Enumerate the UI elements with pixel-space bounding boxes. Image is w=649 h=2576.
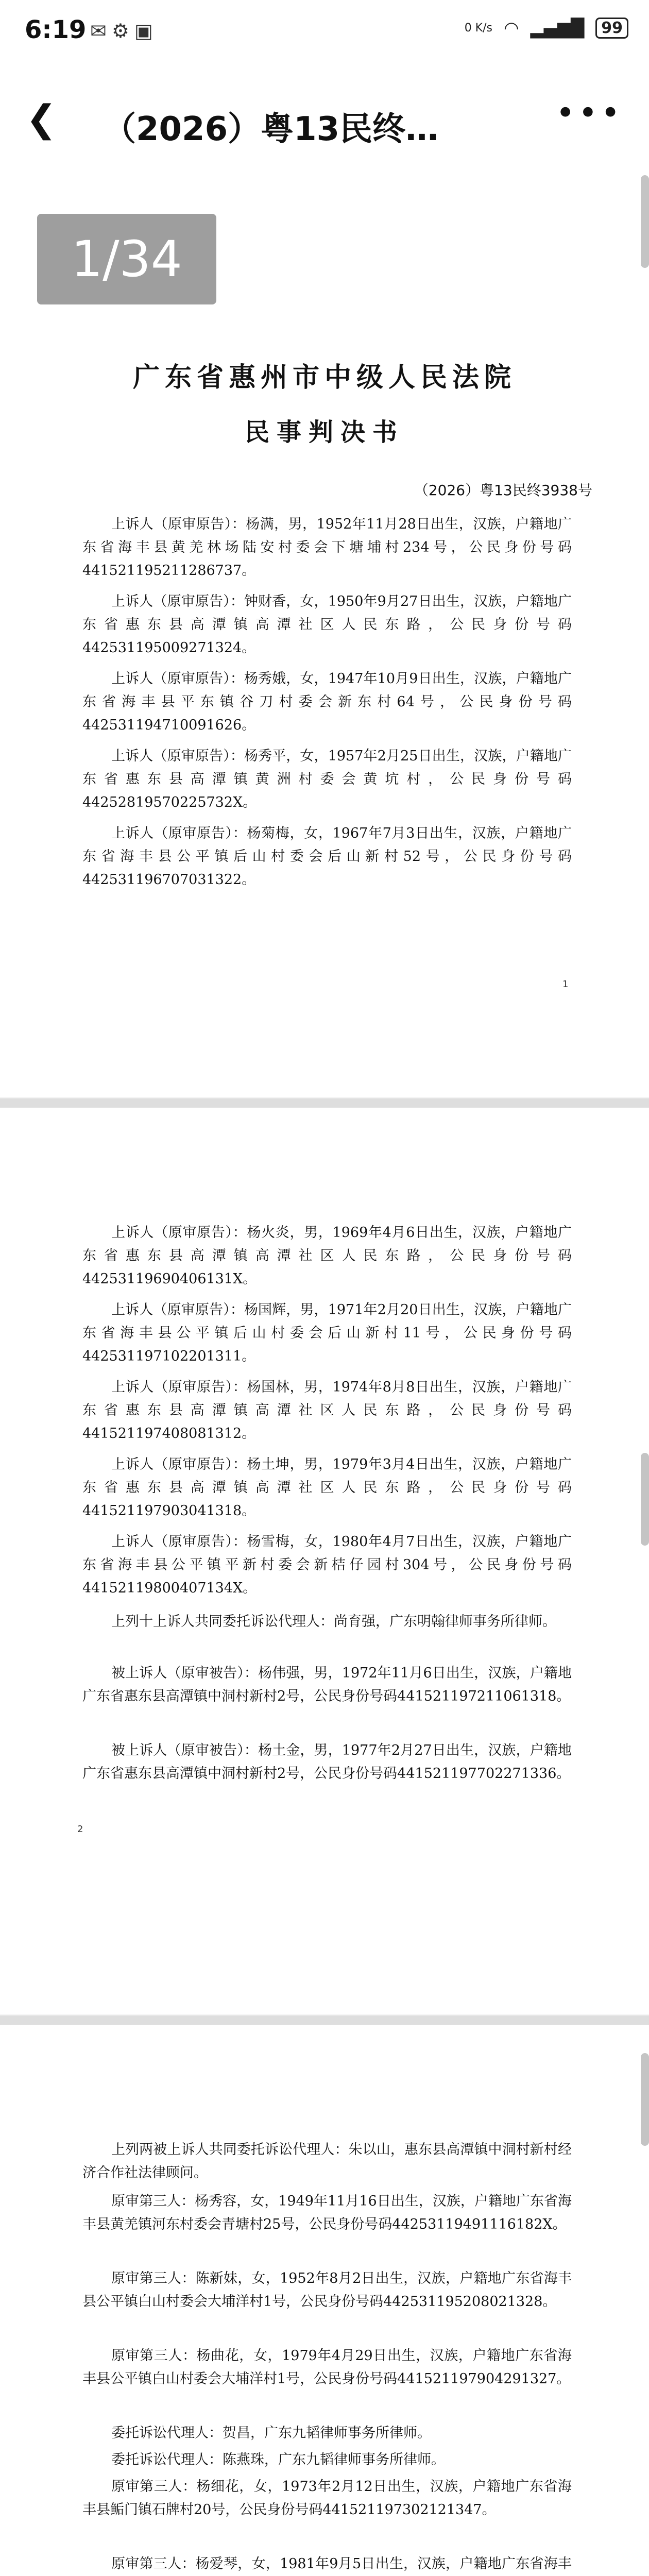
party-paragraph: 被上诉人（原审被告）：杨土金，男，1977年2月27日出生，汉族，户籍地广东省惠东县高潭镇中洞村新村2号，公民身份号码441521197702271336。 [82, 1742, 572, 1782]
document-title: （2026）粤13民终… [103, 110, 439, 148]
notification-icons: ✉⚙▣ [90, 20, 158, 42]
more-options-icon[interactable]: ••• [555, 94, 623, 132]
app-bar [0, 64, 649, 175]
party-paragraph: 上诉人（原审原告）：杨满，男，1952年11月28日出生，汉族，户籍地广东省海丰县黄羌林场陆安村委会下塘埔村234号，公民身份号码441521195211286737。 [82, 516, 572, 579]
page-indicator: 1/34 [37, 214, 216, 304]
party-paragraph: 上诉人（原审原告）：杨雪梅，女，1980年4月7日出生，汉族，户籍地广东省海丰县公平镇平新村委会新桔仔园村304号，公民身份号码44152119800407134X。 [82, 1534, 572, 1596]
party-paragraph: 上列十上诉人共同委托诉讼代理人：尚育强，广东明翰律师事务所律师。 [111, 1614, 556, 1630]
case-number: （2026）粤13民终3938号 [414, 482, 592, 499]
status-right [465, 18, 628, 39]
party-paragraph: 原审第三人：杨曲花，女，1979年4月29日出生，汉族，户籍地广东省海丰县公平镇白山村委会大埔洋村1号，公民身份号码441521197904291327。 [82, 2348, 572, 2387]
party-paragraph: 原审第三人：杨细花，女，1973年2月12日出生，汉族，户籍地广东省海丰县鲘门镇石牌村20号，公民身份号码441521197302121347。 [82, 2479, 572, 2518]
party-paragraph: 上诉人（原审原告）：杨国林，男，1974年8月8日出生，汉族，户籍地广东省惠东县高潭镇高潭社区人民东路，公民身份号码441521197408081312。 [82, 1379, 572, 1442]
party-paragraph: 原审第三人：陈新妹，女，1952年8月2日出生，汉族，户籍地广东省海丰县公平镇白山村委会大埔洋村1号，公民身份号码442531195208021328。 [82, 2270, 572, 2310]
page-divider [0, 1098, 649, 1108]
network-speed: 0 K/s [464, 22, 492, 35]
scrollbar-thumb[interactable] [641, 2053, 649, 2146]
party-paragraph: 上诉人（原审原告）：杨秀平，女，1957年2月25日出生，汉族，户籍地广东省惠东县高潭镇黄洲村委会黄坑村，公民身份号码44252819570225732X。 [82, 748, 572, 810]
party-paragraph: 上诉人（原审原告）：钟财香，女，1950年9月27日出生，汉族，户籍地广东省惠东县高潭镇高潭社区人民东路，公民身份号码442531195009271324。 [82, 594, 572, 656]
party-paragraph: 上列两被上诉人共同委托诉讼代理人：朱以山，惠东县高潭镇中洞村新村经济合作社法律顾问。 [82, 2142, 572, 2181]
back-icon[interactable]: ❮ [26, 97, 57, 140]
party-paragraph: 委托诉讼代理人：贺昌，广东九韬律师事务所律师。 [111, 2425, 431, 2441]
court-name: 广东省惠州市中级人民法院 [132, 362, 516, 393]
party-paragraph: 上诉人（原审原告）：杨国辉，男，1971年2月20日出生，汉族，户籍地广东省海丰县公平镇后山村委会后山新村11号，公民身份号码442531197102201311。 [82, 1302, 572, 1364]
party-paragraph: 原审第三人：杨爱琴，女，1981年9月5日出生，汉族，户籍地广东省海丰 [111, 2556, 572, 2572]
party-paragraph: 被上诉人（原审被告）：杨伟强，男，1972年11月6日出生，汉族，户籍地广东省惠东县高潭镇中洞村新村2号，公民身份号码441521197211061318。 [82, 1665, 572, 1704]
page-number: 2 [77, 1824, 83, 1835]
wifi-icon: ◠ [503, 18, 519, 39]
party-paragraph: 上诉人（原审原告）：杨秀娥，女，1947年10月9日出生，汉族，户籍地广东省海丰县平东镇谷刀村委会新东村64号，公民身份号码442531194710091626。 [82, 671, 572, 733]
party-paragraph: 上诉人（原审原告）：杨火炎，男，1969年4月6日出生，汉族，户籍地广东省惠东县高潭镇高潭社区人民东路，公民身份号码44253119690406131X。 [82, 1225, 572, 1287]
party-paragraph: 上诉人（原审原告）：杨土坤，男，1979年3月4日出生，汉族，户籍地广东省惠东县高潭镇高潭社区人民东路，公民身份号码441521197903041318。 [82, 1456, 572, 1519]
page-number: 1 [562, 979, 569, 990]
page-divider [0, 2015, 649, 2025]
signal-icon: ▂▄▆█ [530, 18, 585, 39]
battery-icon: 99 [595, 18, 628, 39]
party-paragraph: 委托诉讼代理人：陈燕珠，广东九韬律师事务所律师。 [111, 2452, 445, 2468]
status-time: 6:19 [25, 15, 87, 44]
scrollbar-thumb[interactable] [641, 175, 649, 268]
status-bar [0, 0, 649, 64]
party-paragraph: 原审第三人：杨秀容，女，1949年11月16日出生，汉族，户籍地广东省海丰县黄羌镇河东村委会青塘村25号，公民身份号码44253119491116182X。 [82, 2193, 572, 2232]
party-paragraph: 上诉人（原审原告）：杨菊梅，女，1967年7月3日出生，汉族，户籍地广东省海丰县公平镇后山村委会后山新村52号，公民身份号码442531196707031322。 [82, 825, 572, 888]
document-type: 民事判决书 [244, 418, 404, 447]
scrollbar-thumb[interactable] [641, 1453, 649, 1546]
